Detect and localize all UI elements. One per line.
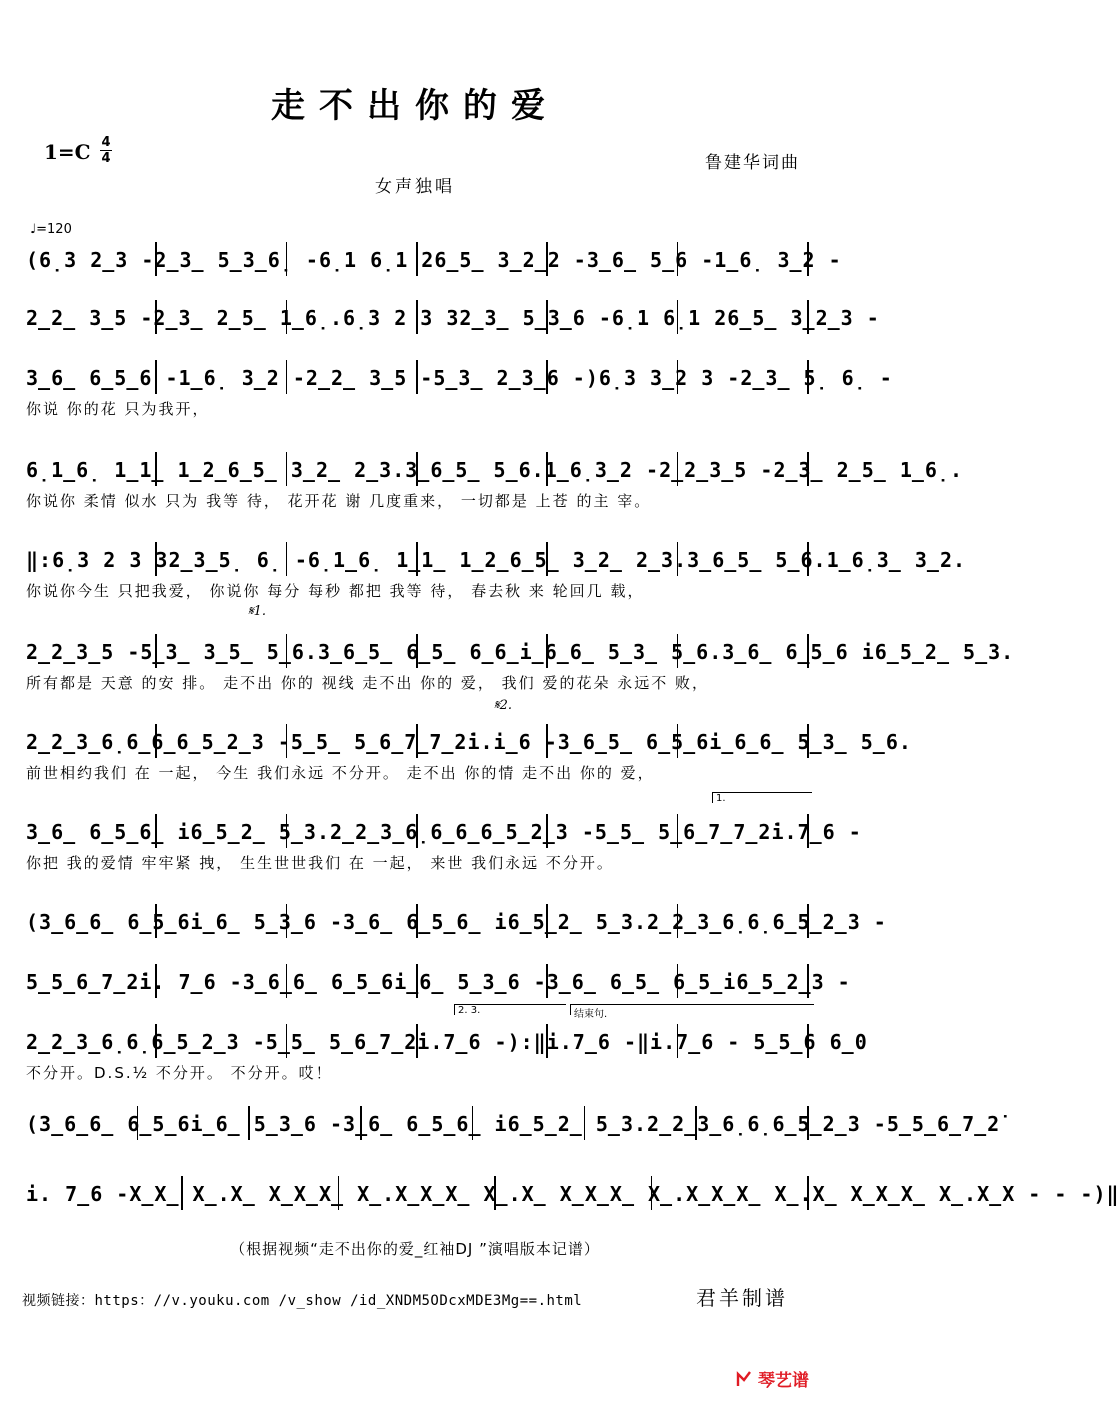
measure: 6̣1̲6̣ 1̲1̲ 1̲2̲ [307,548,510,572]
lyric-line: 所有都是 天意 的安 排。 走不出 你的 视线 走不出 你的 爱， 我们 爱的花朵 永远不 败， [26,674,709,692]
measure: 3̲6̲ 5̲6 - [586,248,715,272]
measure: 5̲5̲ 5̲6̲7̲7̲2̇ [290,730,468,754]
measure: i̲6̲6̲ 5̲3̲ 5̲6. [519,640,723,664]
measure: 6̲5̲2̲3 - [480,820,595,844]
ending-bracket: 结束句. [570,1004,814,1015]
measure: 2̲3̲ 5̲3̲6̣ - [154,248,319,272]
measure: 6̲5̲2̲3 - [772,910,887,934]
measure: 6̣1 6̣1 2 [318,248,435,272]
measure: (3̲6̲6̲ 6̲5̲6 [26,910,191,934]
staff-row [26,632,1015,692]
measure: 2̲3̲5̣ 6̣ - [168,548,308,572]
measure: 1̲6̣3̲ 3̲2. [826,548,967,572]
measure: 6̲5̲ 3̲2̲2 - [434,248,587,272]
lyric-line: 你说 你的花 只为我开， [26,400,210,418]
staff-notes [26,722,912,762]
staff-row [26,962,851,1008]
measure: i̲6̲ 5̲3̲6 - [190,1112,344,1136]
staff-row [26,240,842,286]
staff-row [26,1022,868,1082]
segno-mark-2: 𝄋2. [494,698,512,713]
logo-text: 琴艺谱 [758,1371,809,1391]
measure: i. 7̲6 - [26,1182,130,1206]
measure: i̲6̲ 5̲3̲6 - [190,910,344,934]
volta-bracket-2-3: 2. 3. [454,1004,566,1015]
measure: ‖:6̣3 2 3 3 [26,548,169,572]
staff-notes [26,450,964,490]
transcriber-signature: 君羊制谱 [696,1286,788,1310]
measure: (3̲6̲6̲ 6̲5̲6 [26,1112,191,1136]
measure: i. 7̲6 - [139,970,243,994]
measure: i.7̲6 - 5̲5̲6 6̲0 [650,1030,868,1054]
transcription-note: （根据视频“走不出你的爱_红袖DJ ”演唱版本记谱） [230,1240,600,1258]
measure: 2̲2̲3̲6̣6̲6̲ [26,730,177,754]
measure: 3̲6̲5̲ 6̲5̲ 6̲6̲ [317,640,520,664]
time-signature [100,136,112,165]
measure: 2̲3̲ 2̲5̲ 1̲6̣. [773,458,964,482]
measure: 1̲6̣3̲2 - [544,458,660,482]
measure: 6̲5̲2̲3 - [772,1112,887,1136]
measure: i.7̲6 - [771,820,862,844]
staff-row [26,450,964,510]
measure: 6̲5̲2̲3 - [151,1030,266,1054]
time-signature-bottom: 4 [101,151,111,166]
measure: 5̲3̲ 3̲5̲ 5̲6. [140,640,318,664]
staff-notes [26,540,967,580]
measure: 2̲2̲3̲6̣6̣ [647,1112,773,1136]
lyric-line: 你把 我的爱情 牢牢紧 拽， 生生世世我们 在 一起， 来世 我们永远 不分开。 [26,854,614,872]
measure: (6̣3 2̲3 - [26,248,155,272]
staff-notes [26,358,893,398]
lyric-line: 你说你 柔情 似水 只为 我等 待， 花开花 谢 几度重来， 一切都是 上苍 的主 宰。 [26,492,652,510]
measure: 2̲3̲ 5̣ 6̣ - [740,366,893,390]
measure: 6̲5̲2̲ 5̲3. [507,1112,648,1136]
composer-credit: 鲁建华词曲 [705,153,800,173]
measure: 5̲3̲ 2̲3̲6 -) [433,366,599,390]
staff-row [26,1174,1120,1220]
staff-row [26,1104,1001,1150]
staff-row [26,812,862,872]
measure: 3̲6̲6̲ 6̲5̲6 [242,970,395,994]
measure: 6̣1 6̣1 2 [611,306,728,330]
measure: 2̲2̲3̲5 - [26,640,141,664]
measure: 6̲5̲2̲ 5̲3. [874,640,1015,664]
logo-icon [736,1370,754,1388]
measure: 5̲5̲6̲7̲2̇ [886,1112,1001,1136]
staff-notes [26,1104,1001,1144]
staff-notes [26,240,842,280]
measure: 6̲5̲ 3̲2̲ 2̲3. [227,458,406,482]
measure: 6̣1̲6̣ 1̲1̲ 1̲2̲ [26,458,228,482]
measure: 3̲6̲ 6̲5̲6 i [722,640,875,664]
staff-notes [26,632,1015,672]
volta-bracket-1: 1. [712,792,812,803]
measure: 5̲5̲ 5̲6̲7̲7̲2̇ [594,820,772,844]
staff-row [26,902,887,948]
tempo-marking: ♩=120 [30,222,72,237]
measure: 3̲6̲ 6̲5̲6 - [26,366,179,390]
measure: 2̲2̲ 3̲5 - [305,366,434,390]
lyric-line: 前世相约我们 在 一起， 今生 我们永远 不分开。 走不出 你的情 走不出 你的 爱， [26,764,655,782]
measure: 2̲3̲ 2̲5̲ 1̲6̣. [153,306,344,330]
key-signature: 1=C [44,140,91,164]
measure: 5̲5̲6̲7̲2̇ [26,970,140,994]
time-signature-top: 4 [101,135,111,150]
measure: 3̲6̲ 6̲5̲6̲ i [343,1112,508,1136]
site-logo [736,1366,809,1391]
video-link: 视频链接：https：//v.youku.com /v_show /id_XNDM5ODcxMDE3Mg==.html [22,1293,583,1309]
staff-notes [26,812,862,852]
staff-row [26,540,967,600]
staff-row [26,722,912,782]
staff-row [26,298,880,344]
measure: 2̲2̲3̲5 - [659,458,774,482]
measure: i̲6̲6̲ 5̲3̲ 5̲6. [709,730,912,754]
measure: 5̲5̲ 5̲6̲7̲2̇ [265,1030,418,1054]
measure: 6̲5̲ 3̲2̲ 2̲3. [509,548,688,572]
staff-notes [26,962,851,1002]
measure: 6̣3 2 3 3 [343,306,460,330]
measure: 2̲2̲ 3̲5 - [26,306,154,330]
measure: 6̲5̲ 3̲2̲3 - [727,306,880,330]
measure: 6̲5̲2̲3 - [736,970,851,994]
lyric-line: 你说你今生 只把我爱， 你说你 每分 每秒 都把 我等 待， 春去秋 来 轮回几 载， [26,582,645,600]
measure: 2̲3̲ 5̲3̲6 - [459,306,612,330]
staff-notes [26,1022,868,1062]
measure: 1̲6̣ 3̲2 - [714,248,842,272]
singer-type: 女声独唱 [375,177,455,197]
measure: X̲X̲ X̲.X̲ X̲X̲X̲ X̲.X̲ [420,1182,712,1206]
measure: 3̲6̲ 6̲5̲ 6̲5̲i [546,970,737,994]
measure: X - - -)‖ [1002,1182,1120,1206]
measure: 3̲6̲ 6̲5̲6̲ i [26,820,191,844]
staff-notes [26,902,887,942]
measure: i.i̲6 - [467,730,558,754]
staff-row [26,358,893,418]
segno-mark-1: 𝄋1. [248,604,266,619]
measure: 6̲5̲2̲ 5̲3. [507,910,648,934]
staff-notes [26,1174,1120,1214]
measure: 2̲2̲3̲6̣6̣ [647,910,773,934]
measure: 1̲6̣ 3̲2 - [178,366,306,390]
measure: X̲X̲ X̲.X̲ X̲X̲X̲ X̲.X̲ [129,1182,421,1206]
measure: 2̲2̲3̲6̣6̣ [26,1030,152,1054]
measure: X̲X̲ X̲.X̲ X̲X̲X̲ X̲.X̲ [711,1182,1003,1206]
measure: i.7̲6 -):‖ [417,1030,547,1054]
measure: 2̲2̲3̲6̣6̲6̲ [330,820,481,844]
staff-notes [26,298,880,338]
measure: i.7̲6 -‖ [546,1030,651,1054]
measure: 3̲6̲ 6̲5̲6̲ i [343,910,508,934]
lyric-line: 不分开。D.S.½ 不分开。 不分开。哎！ [26,1064,333,1082]
measure: 6̲5̲2̲ 5̲3. [190,820,330,844]
measure: i̲6̲ 5̲3̲6 - [394,970,547,994]
measure: 3̲6̲5̲ 6̲5̲6 [557,730,710,754]
measure: 3̲6̲5̲ 5̲6. [405,458,545,482]
measure: 3̲6̲5̲ 5̲6. [687,548,827,572]
song-title: 走不出你的爱 [271,86,559,126]
measure: 6̣3 3̲2 3 - [598,366,741,390]
measure: 6̲5̲2̲3 - [176,730,291,754]
